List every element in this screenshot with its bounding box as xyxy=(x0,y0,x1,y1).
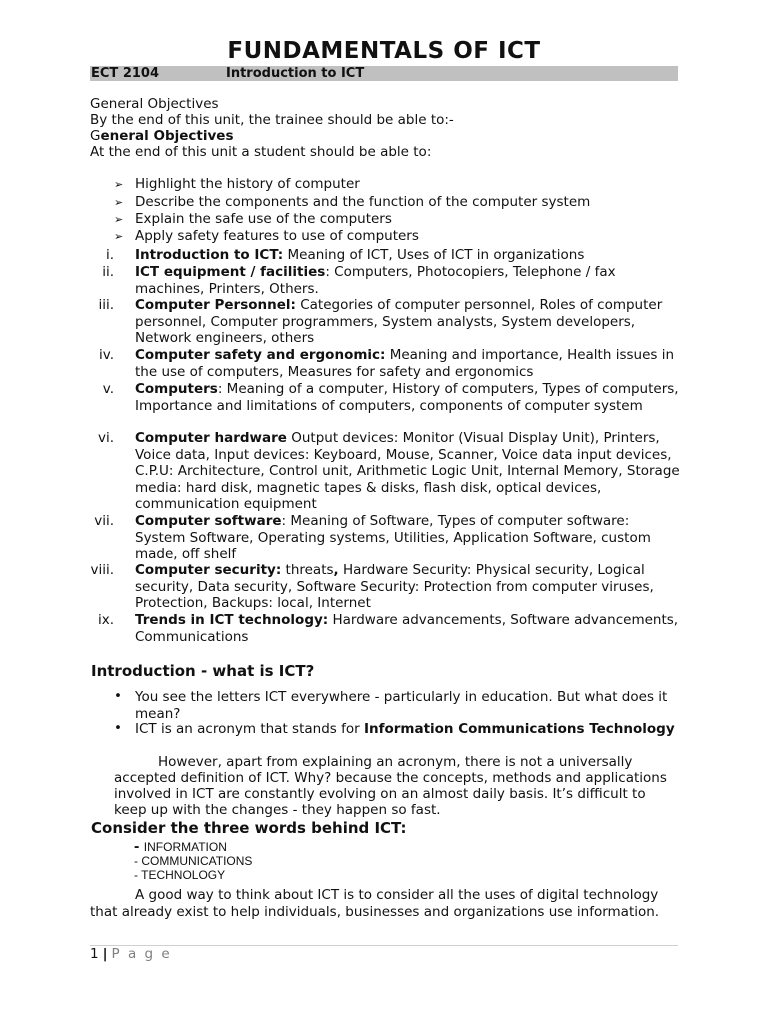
acronym-expansion: Information Communications Technology xyxy=(363,721,675,737)
topic-text xyxy=(135,347,680,380)
general-objectives-rest: eneral Objectives xyxy=(100,128,234,144)
topic-number: ii. xyxy=(102,264,114,280)
bullet-icon: • xyxy=(114,720,122,736)
topic-title: Introduction to ICT: xyxy=(135,247,284,263)
document-title: FUNDAMENTALS OF ICT xyxy=(227,38,541,64)
footer-divider xyxy=(90,945,678,946)
topic-description: Categories of computer personnel, Roles of computer personnel, Computer programmers, System analysts, System developers, Network engineers, others xyxy=(135,297,663,346)
objective-text: Highlight the history of computer xyxy=(135,176,360,192)
arrow-bullet-icon: ➢ xyxy=(114,196,124,209)
topic-description-cont: Hardware Security: Physical security, Logical security, Data security, Software Security: Protection from computer viruses, Protection, Backups: local, Internet xyxy=(135,562,654,611)
topic-comma: , xyxy=(333,562,339,578)
topic-title: ICT equipment / facilities xyxy=(135,264,326,280)
closing-paragraph: A good way to think about ICT is to consider all the uses of digital technology that already exist to help individuals, businesses and organizations use information. xyxy=(90,887,660,920)
general-objectives-label: General Objectives xyxy=(90,96,219,112)
topic-text xyxy=(135,247,680,264)
section-heading-intro: Introduction - what is ICT? xyxy=(91,662,315,680)
word-technology: - TECHNOLOGY xyxy=(134,868,226,882)
topic-number: v. xyxy=(102,381,114,397)
topic-description: Output devices: Monitor (Visual Display Unit), Printers, Voice data, Input devices: Keyboard, Mouse, Scanner, Voice data input devices, C.P.U: Architecture, Control unit, Arithmetic Logic Unit, Internal Memory, Storage media: hard disk, magnetic tapes & disks, flash disk, optical devices, communication equipment xyxy=(135,430,680,512)
topic-description: : Computers, Photocopiers, Telephone / fax machines, Printers, Others. xyxy=(135,264,616,297)
topic-text xyxy=(135,513,680,563)
topic-text xyxy=(135,264,680,297)
by-end-text: By the end of this unit, the trainee should be able to:- xyxy=(90,112,454,128)
topic-title: Computer software xyxy=(135,513,282,529)
topic-text xyxy=(135,297,680,347)
objective-text: Apply safety features to use of computers xyxy=(135,228,419,244)
objective-item xyxy=(114,228,419,245)
course-name: Introduction to ICT xyxy=(226,66,365,81)
acronym-lead: ICT is an acronym that stands for xyxy=(135,721,364,737)
word-information xyxy=(134,839,227,855)
topic-description: : Meaning of Software, Types of computer software: System Software, Operating systems, Utilities, Application Software, custom made, off shelf xyxy=(135,513,651,562)
topic-description: Meaning and importance, Health issues in the use of computers, Measures for safety and ergonomics xyxy=(135,347,675,380)
general-objectives-initial: G xyxy=(90,128,101,144)
topic-description: threats xyxy=(281,562,334,578)
topic-number: vii. xyxy=(94,513,114,529)
course-code: ECT 2104 xyxy=(91,66,159,81)
word-dash: - xyxy=(134,838,144,855)
objective-item xyxy=(114,176,360,193)
page-label: P a g e xyxy=(111,946,172,962)
page-footer xyxy=(90,946,172,962)
objective-text: Explain the safe use of the computers xyxy=(135,211,392,227)
topic-number: i. xyxy=(105,247,114,263)
word-communications: - COMMUNICATIONS xyxy=(134,854,253,868)
topic-number: viii. xyxy=(90,562,114,578)
topic-text xyxy=(135,562,680,612)
arrow-bullet-icon: ➢ xyxy=(114,178,124,191)
topic-number: iii. xyxy=(98,297,114,313)
general-objectives-heading xyxy=(90,128,234,144)
page-number: 1 xyxy=(90,946,99,962)
topic-title: Trends in ICT technology: xyxy=(135,612,329,628)
arrow-bullet-icon: ➢ xyxy=(114,230,124,243)
topic-text xyxy=(135,612,680,645)
topic-title: Computers xyxy=(135,381,218,397)
topic-description: : Meaning of a computer, History of computers, Types of computers, Importance and limitations of computers, components of computer system xyxy=(135,381,679,414)
objective-item xyxy=(114,194,590,211)
definition-paragraph: However, apart from explaining an acronym, there is not a universally accepted definition of ICT. Why? because the concepts, methods and applications involved in ICT are constantly evolving on an almost daily basis. It’s difficult to keep up with the changes - they happen so fast. xyxy=(114,754,667,818)
section-heading-three-words: Consider the three words behind ICT: xyxy=(91,819,407,837)
course-header-bar xyxy=(90,66,678,81)
bullet-text xyxy=(135,721,675,738)
bullet-icon: • xyxy=(114,688,122,704)
topic-text xyxy=(135,381,680,414)
topic-number: ix. xyxy=(97,612,114,628)
bullet-text: You see the letters ICT everywhere - particularly in education. But what does it mean? xyxy=(135,689,668,722)
arrow-bullet-icon: ➢ xyxy=(114,213,124,226)
objective-text: Describe the components and the function of the computer system xyxy=(135,194,591,210)
objective-item xyxy=(114,211,392,228)
topic-text xyxy=(135,430,680,513)
topic-title: Computer security: xyxy=(135,562,282,578)
topic-description: Meaning of ICT, Uses of ICT in organizations xyxy=(283,247,585,263)
topic-number: iv. xyxy=(99,347,114,363)
at-end-text: At the end of this unit a student should be able to: xyxy=(90,144,432,160)
footer-separator: | xyxy=(102,946,108,962)
topic-description: Hardware advancements, Software advancements, Communications xyxy=(135,612,679,645)
topic-title: Computer safety and ergonomic: xyxy=(135,347,386,363)
topic-title: Computer hardware xyxy=(135,430,287,446)
topic-title: Computer Personnel: xyxy=(135,297,296,313)
topic-number: vi. xyxy=(97,430,114,446)
word-text: INFORMATION xyxy=(143,840,227,854)
